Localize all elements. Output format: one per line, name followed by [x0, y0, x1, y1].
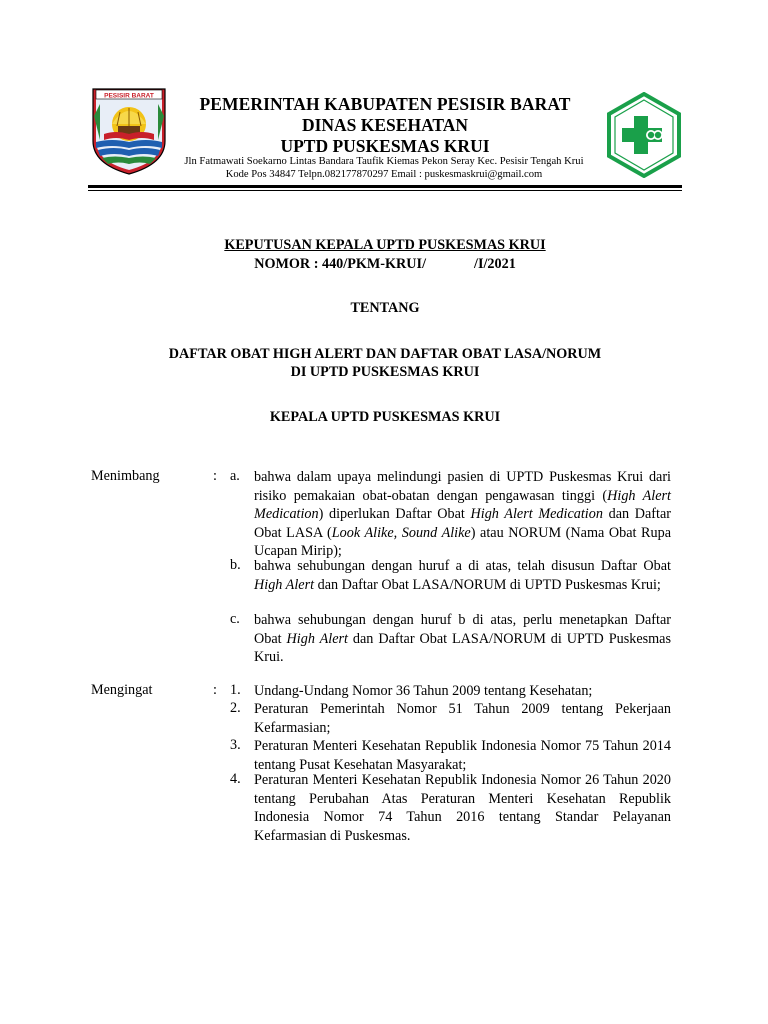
menimbang-marker-a: a.: [230, 468, 240, 484]
mengingat-item-3: Peraturan Menteri Kesehatan Republik Indonesia Nomor 75 Tahun 2014 tentang Pusat Kesehatan Masyarakat;: [254, 738, 671, 773]
letterhead-government: PEMERINTAH KABUPATEN PESISIR BARAT: [199, 94, 571, 114]
letterhead-divider-thick: [88, 185, 682, 188]
letterhead-divider-thin: [88, 190, 682, 191]
decree-official: KEPALA UPTD PUSKESMAS KRUI: [269, 409, 501, 425]
letterhead-address: Jln Fatmawati Soekarno Lintas Bandara Taufik Kiemas Pekon Seray Kec. Pesisir Tengah Krui: [184, 156, 584, 167]
mengingat-marker-2: 2.: [230, 700, 241, 716]
decree-number: NOMOR : 440/PKM-KRUI/ /I/2021: [254, 256, 516, 272]
menimbang-item-a: bahwa dalam upaya melindungi pasien di UPTD Puskesmas Krui dari risiko pemakaian obat-obatan dengan pengawasan tinggi (High Alert Medication) diperlukan Daftar Obat High Alert Medication dan Daftar Obat LASA (Look Alike, Sound Alike) atau NORUM (Nama Obat Rupa Ucapan Mirip);: [254, 469, 671, 559]
menimbang-item-b: bahwa sehubungan dengan huruf a di atas, telah disusun Daftar Obat High Alert dan Daftar Obat LASA/NORUM di UPTD Puskesmas Krui;: [254, 558, 671, 593]
menimbang-label: Menimbang: [91, 468, 160, 484]
mengingat-label: Mengingat: [91, 682, 153, 698]
mengingat-item-4: Peraturan Menteri Kesehatan Republik Indonesia Nomor 26 Tahun 2020 tentang Perubahan Atas Peraturan Menteri Kesehatan Republik Indonesia Nomor 74 Tahun 2016 tentang Standar Pelayanan Kefarmasian di Puskesmas.: [254, 772, 671, 844]
decree-subject-line1: DAFTAR OBAT HIGH ALERT DAN DAFTAR OBAT LASA/NORUM: [168, 346, 602, 362]
menimbang-marker-c: c.: [230, 611, 240, 627]
decree-about: TENTANG: [350, 300, 420, 316]
mengingat-item-2: Peraturan Pemerintah Nomor 51 Tahun 2009 tentang Pekerjaan Kefarmasian;: [254, 701, 671, 736]
mengingat-marker-1: 1.: [230, 682, 241, 698]
menimbang-item-c: bahwa sehubungan dengan huruf b di atas, perlu menetapkan Daftar Obat High Alert dan Daftar Obat LASA/NORUM di UPTD Puskesmas Krui.: [254, 612, 671, 665]
pesisir-barat-crest-logo: [90, 86, 168, 176]
letterhead-contact: Kode Pos 34847 Telpn.082177870297 Email : puskesmaskrui@gmail.com: [225, 169, 543, 180]
mengingat-marker-4: 4.: [230, 771, 241, 787]
letterhead-unit: UPTD PUSKESMAS KRUI: [280, 136, 490, 156]
menimbang-marker-b: b.: [230, 557, 241, 573]
crest-label: PESISIR BARAT: [104, 92, 154, 100]
decree-title: KEPUTUSAN KEPALA UPTD PUSKESMAS KRUI: [224, 237, 546, 253]
mengingat-colon: :: [213, 682, 217, 698]
mengingat-marker-3: 3.: [230, 737, 241, 753]
mengingat-item-1: Undang-Undang Nomor 36 Tahun 2009 tentang Kesehatan;: [254, 683, 593, 699]
puskesmas-logo: [606, 92, 682, 178]
letterhead-department: DINAS KESEHATAN: [301, 115, 469, 135]
decree-subject-line2: DI UPTD PUSKESMAS KRUI: [290, 364, 480, 380]
menimbang-colon: :: [213, 468, 217, 484]
